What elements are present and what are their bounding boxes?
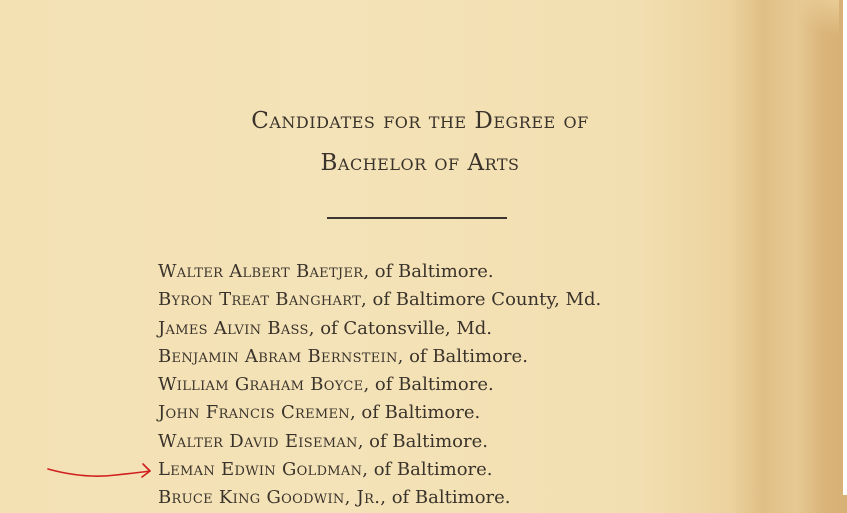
candidate-place: , of Baltimore. — [362, 459, 493, 481]
list-item — [158, 371, 601, 399]
candidate-name: James Alvin Bass — [158, 317, 309, 339]
list-item — [158, 315, 601, 343]
candidate-list — [158, 258, 601, 513]
candidate-place: , of Baltimore. — [363, 374, 494, 396]
list-item — [158, 258, 601, 286]
candidate-name: Walter Albert Baetjer — [158, 261, 364, 282]
candidate-place: , of Baltimore. — [363, 261, 494, 282]
heading-line-2: Bachelor of Arts — [320, 150, 520, 176]
candidate-place: , of Catonsville, Md. — [308, 317, 493, 339]
candidate-place: , of Baltimore. — [349, 402, 481, 424]
candidate-name: Byron Treat Banghart — [158, 289, 362, 311]
list-item — [158, 484, 601, 512]
red-arrow-icon — [44, 461, 154, 483]
candidate-name: Leman Edwin Goldman — [158, 459, 363, 481]
page-shadow — [799, 0, 839, 40]
candidate-name: John Francis Cremen — [158, 402, 350, 424]
candidate-name: Benjamin Abram Bernstein — [158, 345, 398, 367]
list-item — [158, 399, 601, 427]
section-divider — [327, 217, 507, 219]
list-item — [158, 428, 601, 456]
candidate-name: William Graham Boyce — [158, 374, 364, 396]
candidate-name: Walter David Eiseman — [158, 430, 358, 452]
list-item — [158, 286, 601, 314]
candidate-name: Bruce King Goodwin, Jr. — [158, 487, 381, 509]
list-item — [158, 343, 601, 371]
candidate-place: , of Baltimore County, Md. — [361, 289, 602, 311]
list-item — [158, 456, 601, 484]
candidate-place: , of Baltimore. — [380, 487, 511, 509]
page-edge — [843, 0, 847, 495]
heading-line-1: Candidates for the Degree of — [251, 108, 589, 134]
candidate-place: , of Baltimore. — [397, 345, 528, 367]
candidate-place: , of Baltimore. — [357, 430, 488, 452]
